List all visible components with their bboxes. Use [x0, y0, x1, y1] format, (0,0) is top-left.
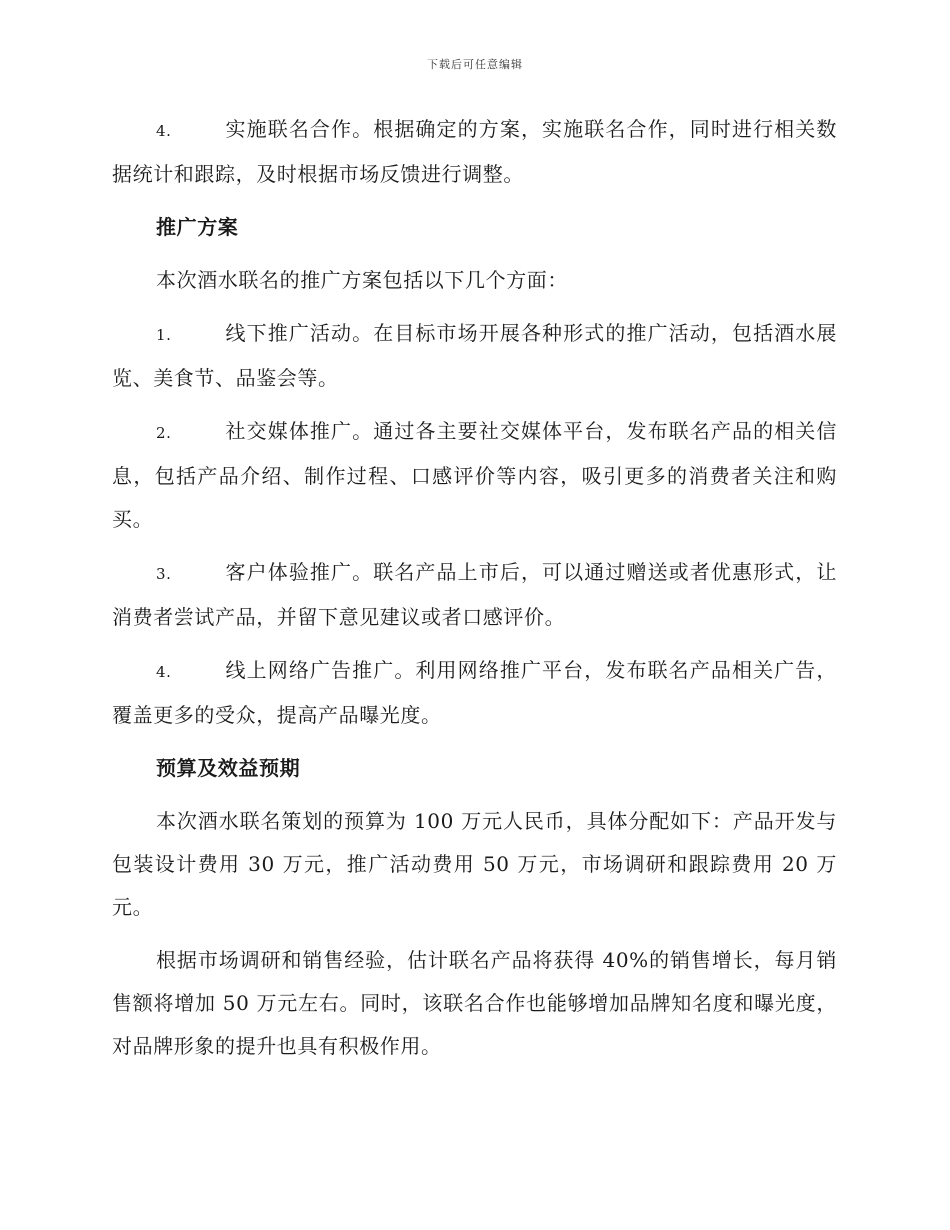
list-number: 2. [156, 424, 172, 442]
list-text: 实施联名合作。根据确定的方案，实施联名合作，同时进行相关数据统计和跟踪，及时根据市场反馈进行调整。 [112, 117, 837, 186]
header-note: 下载后可任意编辑 [427, 58, 523, 71]
list-number: 4. [156, 122, 172, 140]
list-number: 4. [156, 663, 172, 681]
list-item-customer-experience [112, 551, 837, 639]
list-item-social-media [112, 410, 837, 541]
list-number: 3. [156, 565, 172, 583]
paragraph-budget: 本次酒水联名策划的预算为 100 万元人民币，具体分配如下：产品开发与包装设计费用 30 万元，推广活动费用 50 万元，市场调研和跟踪费用 20 万元。 [112, 809, 837, 919]
list-number: 1. [156, 326, 172, 344]
list-item-implement [112, 108, 837, 196]
list-text: 线上网络广告推广。利用网络推广平台，发布联名产品相关广告，覆盖更多的受众，提高产品曝光度。 [112, 658, 837, 727]
paragraph-expected-benefit: 根据市场调研和销售经验，估计联名产品将获得 40%的销售增长，每月销售额将增加 50 万元左右。同时，该联名合作也能够增加品牌知名度和曝光度，对品牌形象的提升也具有积极作用。 [112, 948, 837, 1058]
section-heading-budget: 预算及效益预期 [156, 756, 301, 780]
list-item-online-ads [112, 649, 837, 737]
list-text: 客户体验推广。联名产品上市后，可以通过赠送或者优惠形式，让消费者尝试产品，并留下意见建议或者口感评价。 [112, 560, 837, 629]
list-text: 线下推广活动。在目标市场开展各种形式的推广活动，包括酒水展览、美食节、品鉴会等。 [112, 321, 837, 390]
section-heading-promotion: 推广方案 [156, 215, 239, 239]
list-text: 社交媒体推广。通过各主要社交媒体平台，发布联名产品的相关信息，包括产品介绍、制作过程、口感评价等内容，吸引更多的消费者关注和购买。 [112, 419, 837, 531]
paragraph-promotion-intro: 本次酒水联名的推广方案包括以下几个方面： [156, 268, 568, 292]
document-body [112, 108, 837, 1078]
list-item-offline [112, 312, 837, 400]
